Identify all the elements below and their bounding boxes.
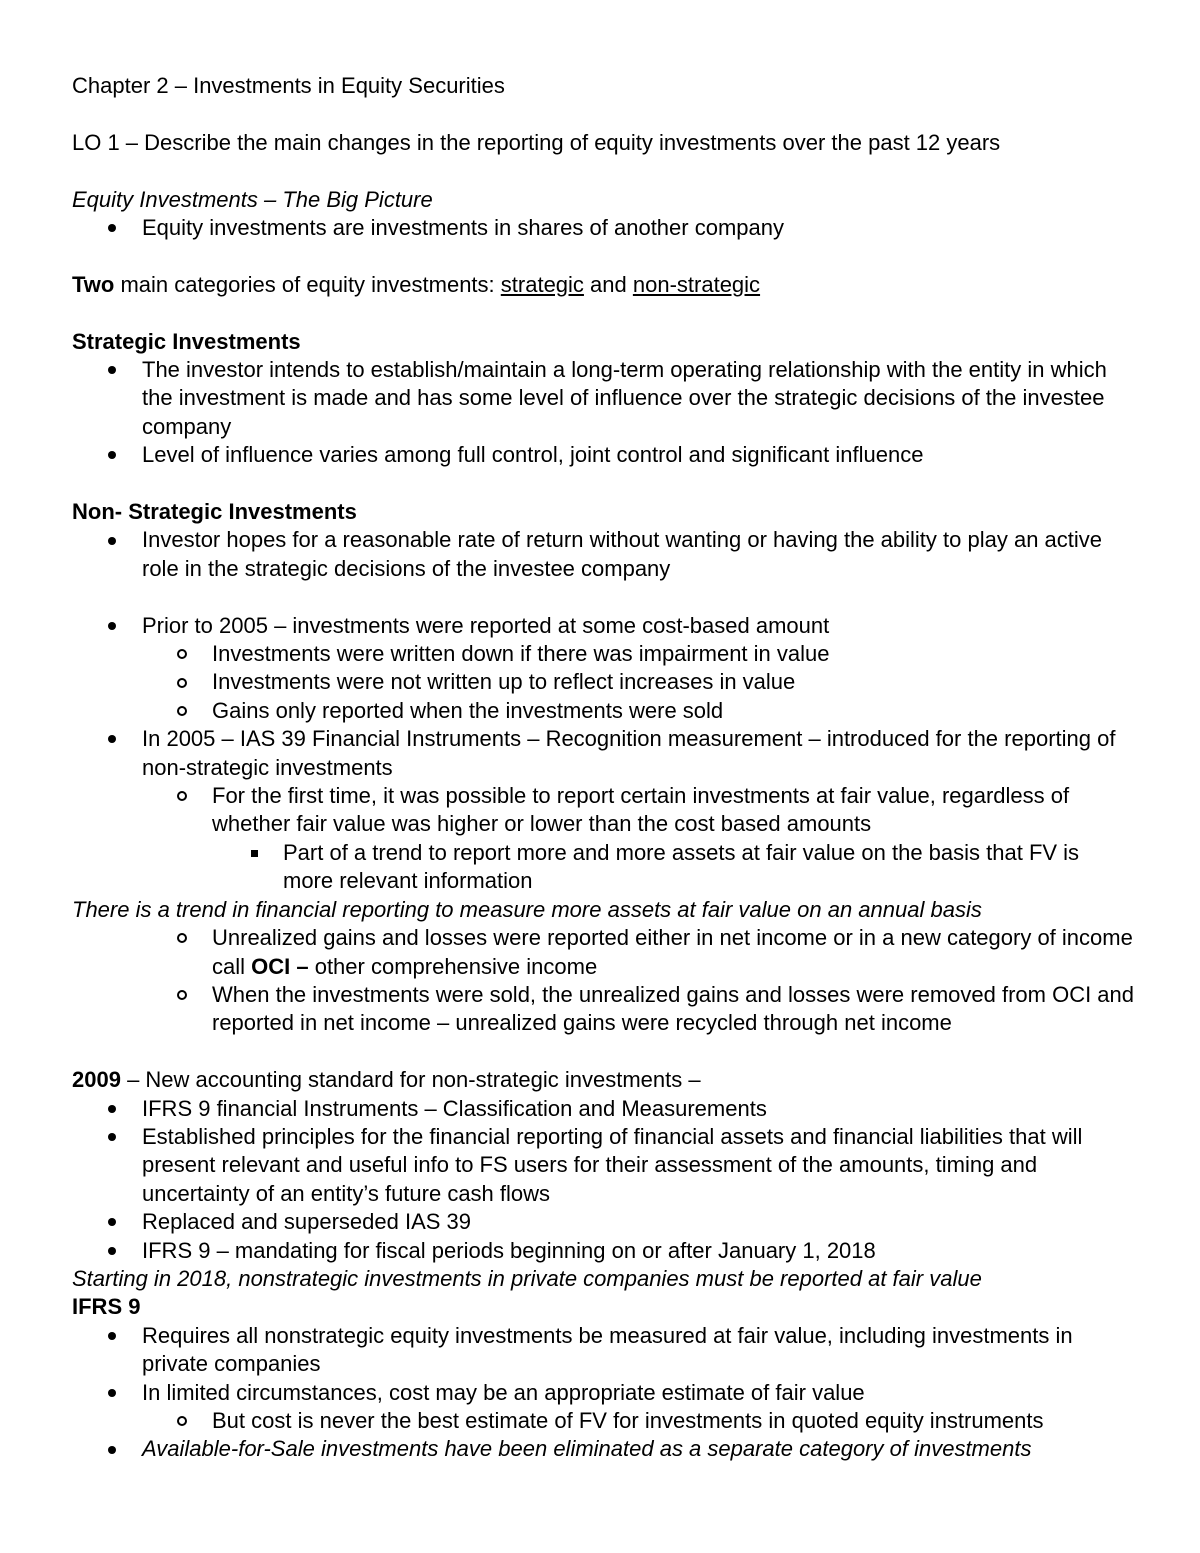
non-strategic-list-a — [72, 526, 1134, 583]
ifrs9-list-a — [72, 1322, 1134, 1407]
list-item: The investor intends to establish/maintain a long-term operating relationship with the entity in which the investment is made and has some level of influence over the strategic decisions of the investee company — [72, 356, 1134, 441]
list-item: Unrealized gains and losses were reported either in net income or in a new category of income call OCI – other comprehensive income — [72, 924, 1134, 981]
in-2005-subsublist — [72, 839, 1134, 896]
bullet-ring-icon — [172, 697, 192, 725]
unrealized-sublist — [72, 924, 1134, 1038]
bullet-dot-icon — [102, 1237, 122, 1265]
strategic-term: strategic — [500, 271, 584, 297]
bullet-dot-icon — [102, 356, 122, 384]
bullet-ring-icon — [172, 640, 192, 668]
list-item: Gains only reported when the investments were sold — [72, 697, 1134, 725]
in-2005-list — [72, 725, 1134, 782]
bullet-square-icon — [244, 839, 264, 867]
big-picture-heading: Equity Investments – The Big Picture — [72, 186, 433, 212]
year-2009-line: 2009 – New accounting standard for non-strategic investments – — [72, 1067, 701, 1093]
bullet-dot-icon — [102, 1123, 122, 1151]
learning-objective: LO 1 – Describe the main changes in the reporting of equity investments over the past 12 years — [72, 129, 1001, 155]
trend-note: There is a trend in financial reporting to measure more assets at fair value on an annual basis — [72, 896, 982, 922]
list-item: Available-for-Sale investments have been eliminated as a separate category of investments — [72, 1435, 1134, 1463]
bullet-dot-icon — [102, 612, 122, 640]
bullet-ring-icon — [172, 924, 192, 952]
list-item: Replaced and superseded IAS 39 — [72, 1208, 1134, 1236]
list-item: Prior to 2005 – investments were reported at some cost-based amount — [72, 612, 1134, 640]
bullet-dot-icon — [102, 1322, 122, 1350]
bullet-dot-icon — [102, 1095, 122, 1123]
non-strategic-list-b — [72, 612, 1134, 640]
bullet-dot-icon — [102, 526, 122, 554]
year-2009-list — [72, 1095, 1134, 1265]
bullet-dot-icon — [102, 214, 122, 242]
chapter-title: Chapter 2 – Investments in Equity Securities — [72, 73, 505, 98]
prior-2005-sublist — [72, 640, 1134, 725]
strategic-list — [72, 356, 1134, 470]
strategic-heading: Strategic Investments — [72, 328, 301, 354]
list-item: Investor hopes for a reasonable rate of return without wanting or having the ability to play an active role in the strategic decisions of the investee company — [72, 526, 1134, 583]
bullet-ring-icon — [172, 782, 192, 810]
list-item: Requires all nonstrategic equity investments be measured at fair value, including investments in private companies — [72, 1322, 1134, 1379]
list-item: Equity investments are investments in shares of another company — [72, 214, 1134, 242]
document-body — [72, 72, 1134, 1464]
bullet-dot-icon — [102, 1208, 122, 1236]
list-item: Part of a trend to report more and more assets at fair value on the basis that FV is more relevant information — [72, 839, 1134, 896]
list-item: When the investments were sold, the unrealized gains and losses were removed from OCI and reported in net income – unrealized gains were recycled through net income — [72, 981, 1134, 1038]
list-item: Level of influence varies among full control, joint control and significant influence — [72, 441, 1134, 469]
big-picture-list — [72, 214, 1134, 242]
non-strategic-term: non-strategic — [632, 271, 761, 297]
list-item: In 2005 – IAS 39 Financial Instruments – Recognition measurement – introduced for the reporting of non-strategic investments — [72, 725, 1134, 782]
ifrs9-sublist — [72, 1407, 1134, 1435]
list-item: For the first time, it was possible to report certain investments at fair value, regardless of whether fair value was higher or lower than the cost based amounts — [72, 782, 1134, 839]
bullet-ring-icon — [172, 668, 192, 696]
note-2018: Starting in 2018, nonstrategic investments in private companies must be reported at fair value — [72, 1265, 982, 1291]
bullet-dot-icon — [102, 1435, 122, 1463]
list-item: In limited circumstances, cost may be an appropriate estimate of fair value — [72, 1379, 1134, 1407]
list-item: IFRS 9 – mandating for fiscal periods beginning on or after January 1, 2018 — [72, 1237, 1134, 1265]
non-strategic-heading: Non- Strategic Investments — [72, 499, 357, 525]
list-item: But cost is never the best estimate of FV for investments in quoted equity instruments — [72, 1407, 1134, 1435]
bullet-dot-icon — [102, 441, 122, 469]
list-item: Investments were not written up to reflect increases in value — [72, 668, 1134, 696]
list-item: IFRS 9 financial Instruments – Classification and Measurements — [72, 1095, 1134, 1123]
ifrs9-list-b — [72, 1435, 1134, 1463]
list-item: Established principles for the financial reporting of financial assets and financial liabilities that will present relevant and useful info to FS users for their assessment of the amounts, timing and uncertainty of an entity’s future cash flows — [72, 1123, 1134, 1208]
in-2005-sublist — [72, 782, 1134, 839]
bullet-ring-icon — [172, 1407, 192, 1435]
bullet-ring-icon — [172, 981, 192, 1009]
bullet-dot-icon — [102, 725, 122, 753]
list-item: Investments were written down if there was impairment in value — [72, 640, 1134, 668]
bullet-dot-icon — [102, 1379, 122, 1407]
categories-line: Two main categories of equity investments: strategic and non-strategic — [72, 271, 761, 297]
ifrs9-heading: IFRS 9 — [72, 1294, 141, 1320]
